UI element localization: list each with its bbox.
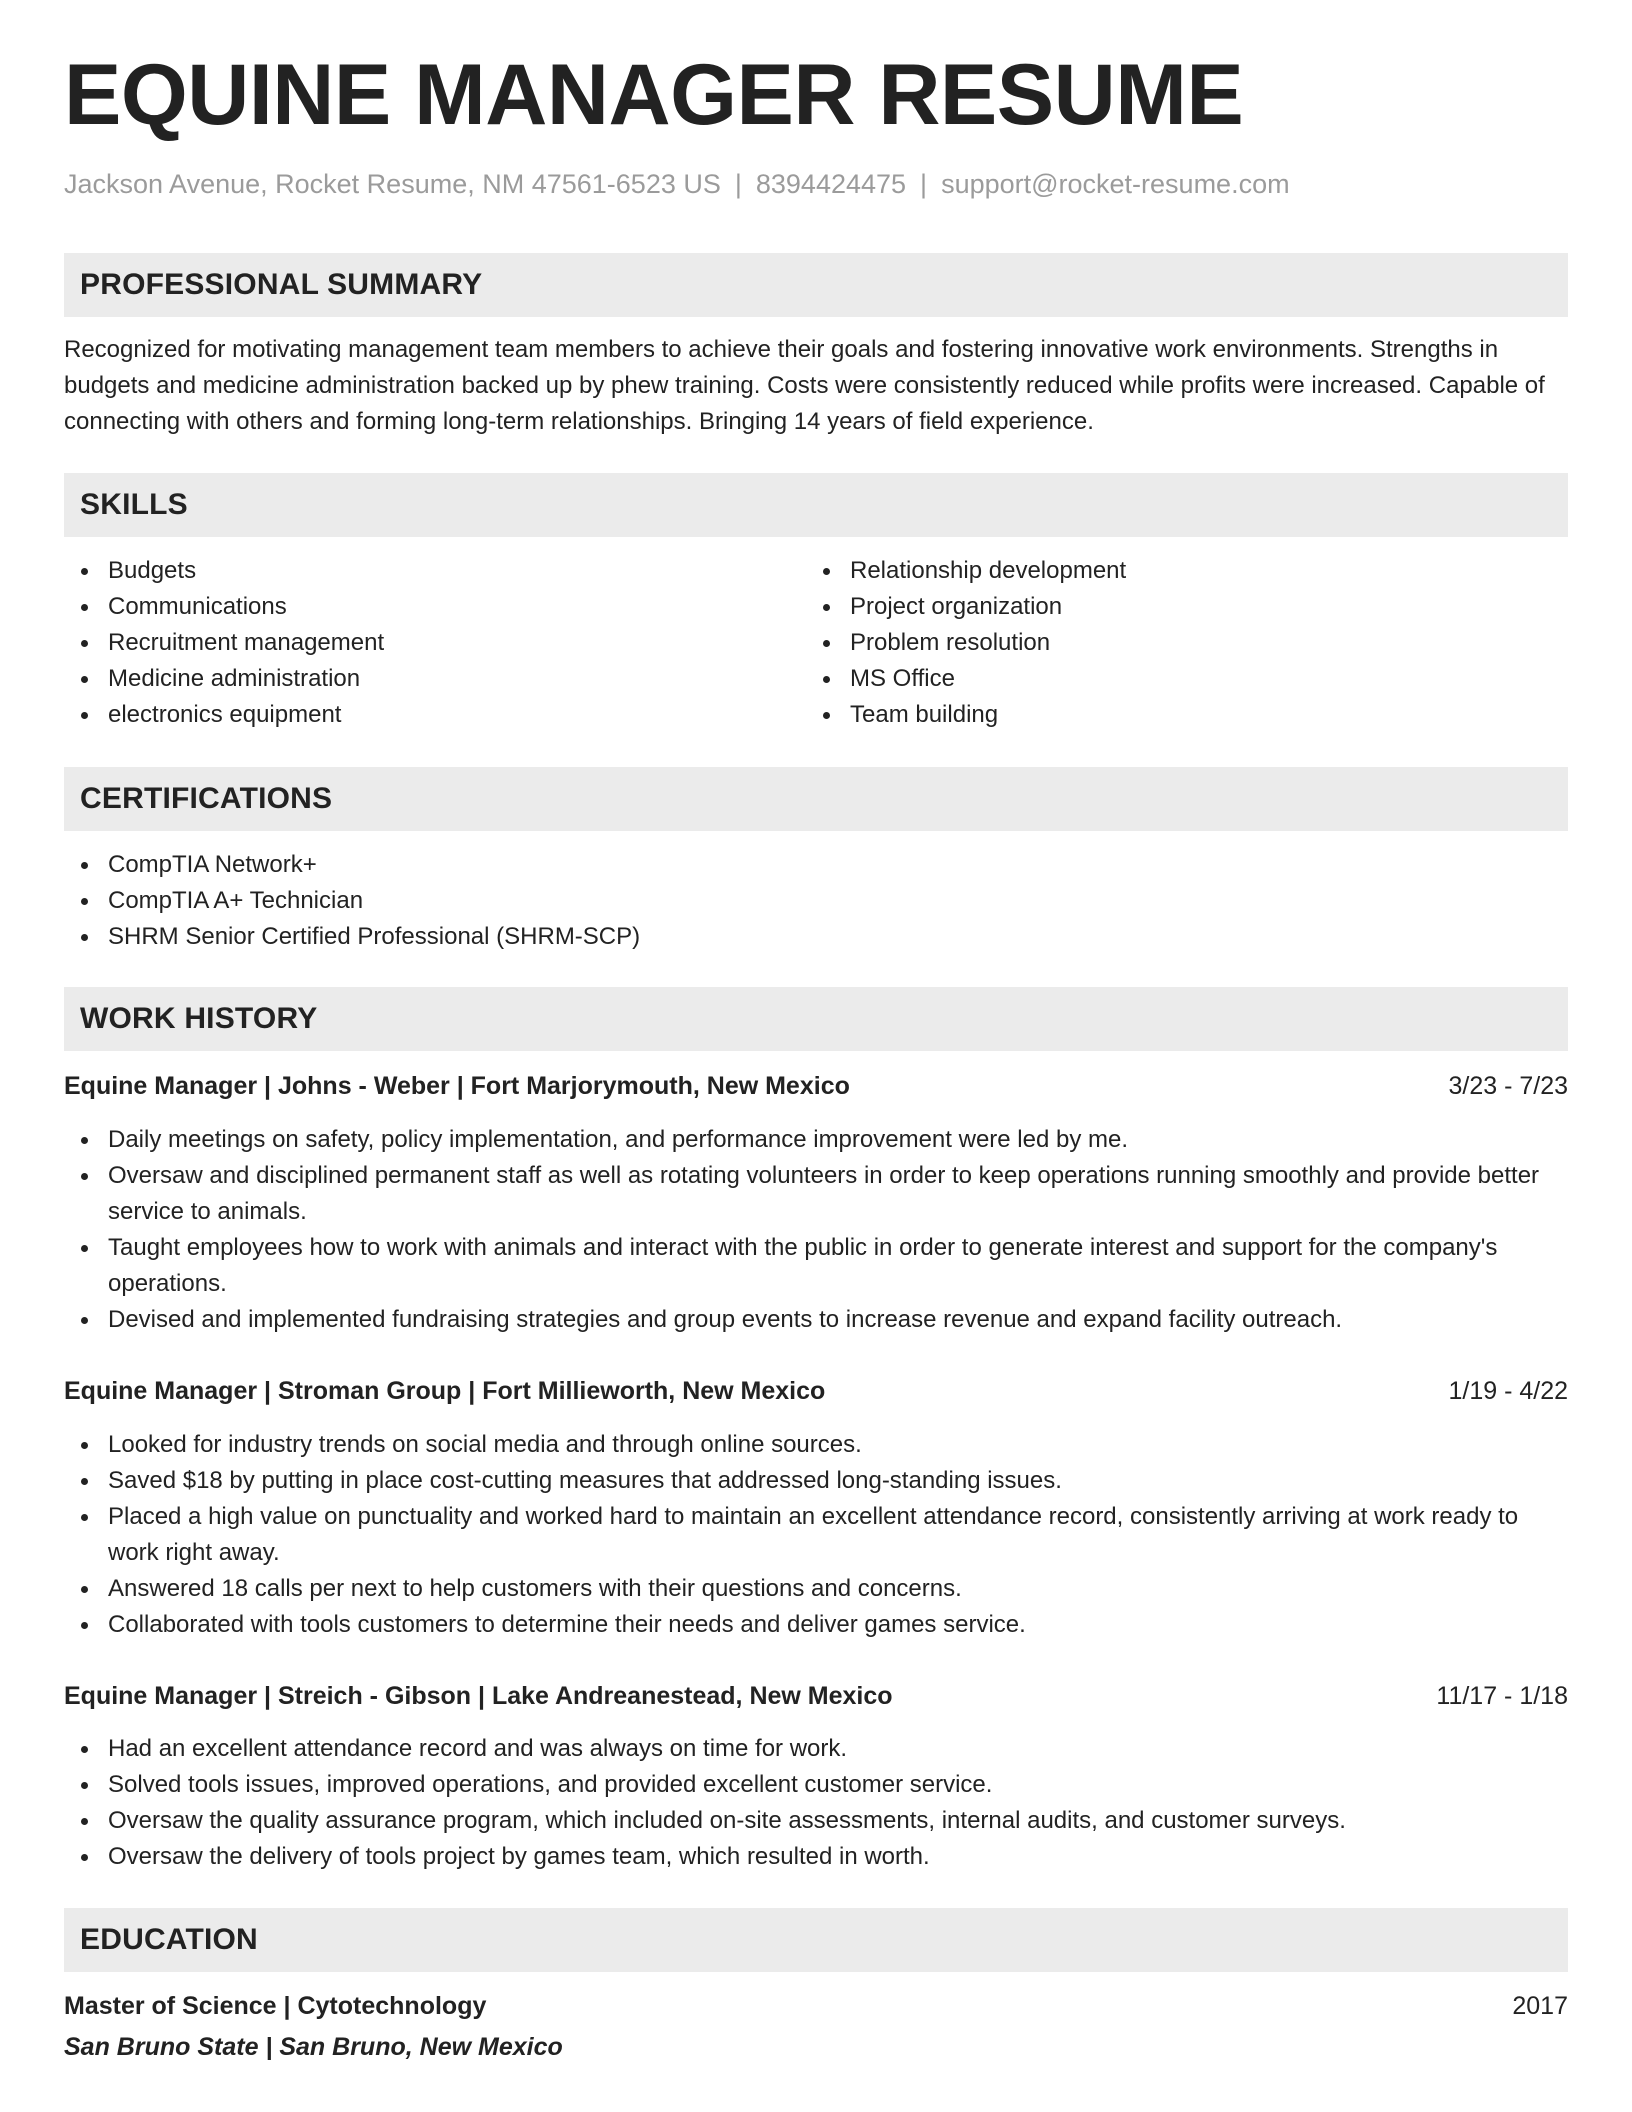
job-title: Equine Manager | Streich - Gibson | Lake Andreanestead, New Mexico xyxy=(64,1682,893,1710)
job-dates: 3/23 - 7/23 xyxy=(1448,1072,1568,1100)
education-school: San Bruno State | San Bruno, New Mexico xyxy=(64,2033,563,2061)
skill-item: Communications xyxy=(64,589,804,625)
contact-line xyxy=(64,167,1290,201)
job-bullet: Collaborated with tools customers to determine their needs and deliver games service. xyxy=(64,1607,1568,1643)
skill-item: Medicine administration xyxy=(64,661,804,697)
skill-item: Project organization xyxy=(806,589,1546,625)
job-title: Equine Manager | Stroman Group | Fort Millieworth, New Mexico xyxy=(64,1377,826,1405)
job-bullets xyxy=(64,1427,1568,1643)
certification-item: CompTIA Network+ xyxy=(64,847,1568,883)
skill-item: Problem resolution xyxy=(806,625,1546,661)
skills-list-right xyxy=(806,553,1546,733)
job-header xyxy=(64,1678,1568,1714)
skills-list-left xyxy=(64,553,804,733)
education-year: 2017 xyxy=(1512,1992,1568,2020)
skills-heading: SKILLS xyxy=(64,473,1568,537)
certifications-heading: CERTIFICATIONS xyxy=(64,767,1568,831)
certification-item: SHRM Senior Certified Professional (SHRM-SCP) xyxy=(64,919,1568,955)
job-bullet: Saved $18 by putting in place cost-cutting measures that addressed long-standing issues. xyxy=(64,1463,1568,1499)
education-header xyxy=(64,1988,1568,2024)
job-title: Equine Manager | Johns - Weber | Fort Marjorymouth, New Mexico xyxy=(64,1072,850,1100)
job-dates: 1/19 - 4/22 xyxy=(1448,1377,1568,1405)
job-bullet: Oversaw the quality assurance program, which included on-site assessments, internal audits, and customer surveys. xyxy=(64,1803,1568,1839)
job-bullet: Daily meetings on safety, policy implementation, and performance improvement were led by me. xyxy=(64,1122,1568,1158)
job-bullet: Solved tools issues, improved operations, and provided excellent customer service. xyxy=(64,1767,1568,1803)
contact-separator: | xyxy=(920,169,928,199)
job-bullets xyxy=(64,1122,1568,1338)
skill-item: Budgets xyxy=(64,553,804,589)
skill-item: Recruitment management xyxy=(64,625,804,661)
contact-phone: 8394424475 xyxy=(755,169,907,199)
skill-item: MS Office xyxy=(806,661,1546,697)
contact-address: Jackson Avenue, Rocket Resume, NM 47561-6523 US xyxy=(64,169,721,199)
education-degree: Master of Science | Cytotechnology xyxy=(64,1992,487,2020)
job-bullet: Placed a high value on punctuality and worked hard to maintain an excellent attendance record, consistently arriving at work ready to work right away. xyxy=(64,1499,1568,1571)
job-bullet: Looked for industry trends on social media and through online sources. xyxy=(64,1427,1568,1463)
job-header xyxy=(64,1373,1568,1409)
summary-heading: PROFESSIONAL SUMMARY xyxy=(64,253,1568,317)
job-bullet: Oversaw and disciplined permanent staff as well as rotating volunteers in order to keep operations running smoothly and provide better service to animals. xyxy=(64,1158,1568,1230)
certifications-list xyxy=(64,847,1568,955)
skill-item: Team building xyxy=(806,697,1546,733)
job-bullets xyxy=(64,1731,1568,1875)
work-history-heading: WORK HISTORY xyxy=(64,987,1568,1051)
contact-email: support@rocket-resume.com xyxy=(941,169,1290,199)
education-heading: EDUCATION xyxy=(64,1908,1568,1972)
job-header xyxy=(64,1068,1568,1104)
summary-text: Recognized for motivating management team members to achieve their goals and fostering innovative work environments. Strengths in budgets and medicine administration backed up by phew training. Costs were consistently reduced while profits were increased. Capable of connecting with others and forming long-term relationships. Bringing 14 years of field experience. xyxy=(64,336,1545,435)
job-dates: 11/17 - 1/18 xyxy=(1436,1682,1568,1710)
skill-item: electronics equipment xyxy=(64,697,804,733)
skill-item: Relationship development xyxy=(806,553,1546,589)
job-bullet: Devised and implemented fundraising strategies and group events to increase revenue and expand facility outreach. xyxy=(64,1302,1568,1338)
job-bullet: Oversaw the delivery of tools project by games team, which resulted in worth. xyxy=(64,1839,1568,1875)
job-bullet: Taught employees how to work with animals and interact with the public in order to generate interest and support for the company's operations. xyxy=(64,1230,1568,1302)
contact-separator: | xyxy=(734,169,742,199)
resume-title: EQUINE MANAGER RESUME xyxy=(64,47,1244,143)
job-bullet: Had an excellent attendance record and was always on time for work. xyxy=(64,1731,1568,1767)
job-bullet: Answered 18 calls per next to help customers with their questions and concerns. xyxy=(64,1571,1568,1607)
certification-item: CompTIA A+ Technician xyxy=(64,883,1568,919)
